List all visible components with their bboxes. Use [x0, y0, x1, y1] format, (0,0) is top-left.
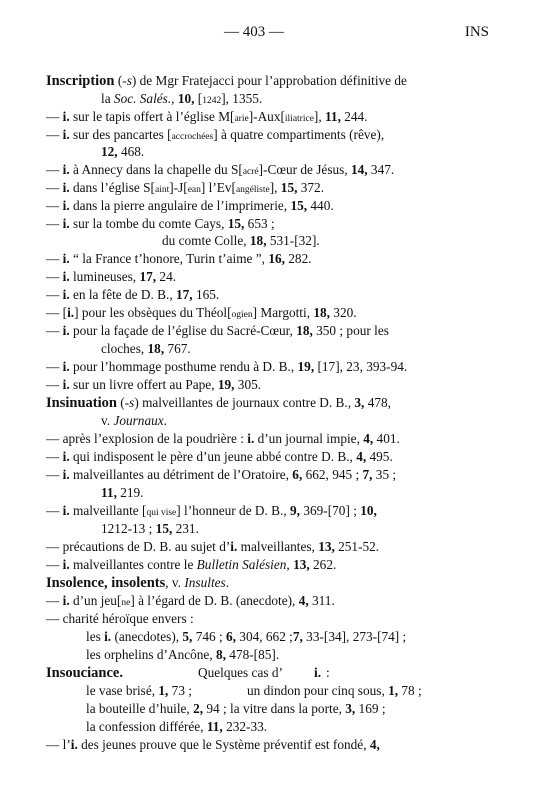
index-line: v. Journaux.	[101, 413, 167, 428]
running-head: INS	[464, 24, 489, 40]
index-line: — i. dans l’église S[aint]-J[ean] l’Ev[angéliste], 15, 372.	[46, 180, 325, 195]
index-line: Insolence, insolents, v. Insultes.	[46, 575, 230, 591]
index-line: — i. malveillante [qui vise] l’honneur de D. B., 9, 369-[70] ; 10,	[46, 503, 377, 518]
index-line: — i. pour l’hommage posthume rendu à D. B., 19, [17], 23, 393-94.	[46, 359, 408, 374]
index-line: — i. sur un livre offert au Pape, 19, 305.	[46, 377, 262, 392]
headword: Insolence, insolents	[46, 575, 166, 591]
index-line: la Soc. Salés., 10, [1242], 1355.	[101, 91, 263, 106]
index-line: — i. qui indisposent le père d’un jeune abbé contre D. B., 4, 495.	[46, 449, 393, 464]
index-line: cloches, 18, 767.	[101, 341, 191, 356]
index-line: — i. à Annecy dans la chapelle du S[acré]-Cœur de Jésus, 14, 347.	[46, 162, 395, 177]
index-line: — i. d’un jeu[ne] à l’égard de D. B. (anecdote), 4, 311.	[46, 593, 335, 608]
index-line: — précautions de D. B. au sujet d’i. malveillantes, 13, 251-52.	[46, 539, 380, 554]
index-line: du comte Colle, 18, 531-[32].	[162, 233, 320, 248]
index-line: la confession différée, 11, 232-33.	[86, 719, 268, 734]
index-line: — i. pour la façade de l’église du Sacré-Cœur, 18, 350 ; pour les	[46, 323, 389, 338]
index-line: — i. en la fête de D. B., 17, 165.	[46, 287, 220, 302]
index-line: — i. malveillantes contre le Bulletin Salésien, 13, 262.	[46, 557, 337, 572]
headword: Insinuation	[46, 395, 117, 411]
index-line: — i. “ la France t’honore, Turin t’aime ”, 16, 282.	[46, 251, 312, 266]
headword: Inscription	[46, 73, 115, 89]
index-line: — i. lumineuses, 17, 24.	[46, 269, 177, 284]
index-line: — l’i. des jeunes prouve que le Système préventif est fondé, 4,	[46, 737, 380, 752]
index-line: — charité héroïque envers :	[46, 611, 194, 626]
index-line: 11, 219.	[101, 485, 144, 500]
index-line: — i. sur la tombe du comte Cays, 15, 653 ;	[46, 216, 275, 231]
index-line: — i. sur des pancartes [accrochées] à quatre compartiments (rêve),	[46, 127, 385, 142]
page-header	[0, 24, 537, 44]
headword: Insouciance.	[46, 665, 123, 681]
index-line: la bouteille d’huile, 2, 94 ; la vitre dans la porte, 3, 169 ;	[86, 701, 386, 716]
index-line: Insinuation (-s) malveillantes de journaux contre D. B., 3, 478,	[46, 395, 391, 411]
index-line: — i. sur le tapis offert à l’église M[arie]-Aux[iliatrice], 11, 244.	[46, 109, 368, 124]
page-number: — 403 —	[224, 24, 284, 40]
index-line: Inscription (-s) de Mgr Fratejacci pour l’approbation définitive de	[46, 73, 407, 89]
index-line: Insouciance. Quelques cas d’ i. :	[46, 665, 330, 681]
index-line: — après l’explosion de la poudrière : i. d’un journal impie, 4, 401.	[46, 431, 400, 446]
index-line: 12, 468.	[101, 144, 145, 159]
index-line: les orphelins d’Ancône, 8, 478-[85].	[86, 647, 280, 662]
index-line: le vase brisé, 1, 73 ; un dindon pour cinq sous, 1, 78 ;	[86, 683, 422, 698]
index-line: les i. (anecdotes), 5, 746 ; 6, 304, 662 ;7, 33-[34], 273-[74] ;	[86, 629, 407, 644]
index-line: — [i.] pour les obsèques du Théol[ogien] Margotti, 18, 320.	[46, 305, 357, 320]
index-line: — i. dans la pierre angulaire de l’imprimerie, 15, 440.	[46, 198, 334, 213]
index-line: — i. malveillantes au détriment de l’Oratoire, 6, 662, 945 ; 7, 35 ;	[46, 467, 397, 482]
index-line: 1212-13 ; 15, 231.	[101, 521, 199, 536]
